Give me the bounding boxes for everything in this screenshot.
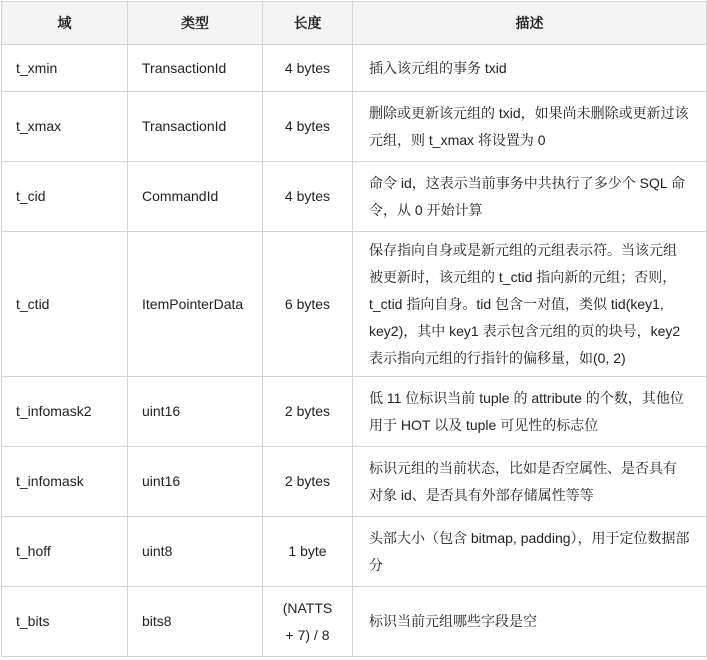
field-cell: t_hoff xyxy=(2,517,128,587)
length-cell: 6 bytes xyxy=(263,232,353,377)
type-cell: uint16 xyxy=(128,447,263,517)
length-cell: 4 bytes xyxy=(263,162,353,232)
table-row xyxy=(2,447,707,517)
field-cell: t_ctid xyxy=(2,232,128,377)
length-cell: 1 byte xyxy=(263,517,353,587)
type-cell: TransactionId xyxy=(128,92,263,162)
table-row xyxy=(2,45,707,92)
type-cell: ItemPointerData xyxy=(128,232,263,377)
type-cell: TransactionId xyxy=(128,45,263,92)
type-cell: uint8 xyxy=(128,517,263,587)
field-cell: t_infomask xyxy=(2,447,128,517)
description-cell: 低 11 位标识当前 tuple 的 attribute 的个数，其他位用于 HOT 以及 tuple 可见性的标志位 xyxy=(353,377,707,447)
description-cell: 头部大小（包含 bitmap, padding），用于定位数据部分 xyxy=(353,517,707,587)
table-row xyxy=(2,162,707,232)
table-header-row xyxy=(2,2,707,45)
description-cell: 标识当前元组哪些字段是空 xyxy=(353,587,707,657)
header-description: 描述 xyxy=(353,2,707,45)
length-cell: (NATTS + 7) / 8 xyxy=(263,587,353,657)
field-cell: t_cid xyxy=(2,162,128,232)
header-field: 域 xyxy=(2,2,128,45)
type-cell: bits8 xyxy=(128,587,263,657)
header-length: 长度 xyxy=(263,2,353,45)
type-cell: uint16 xyxy=(128,377,263,447)
description-cell: 保存指向自身或是新元组的元组表示符。当该元组被更新时，该元组的 t_ctid 指向新的元组；否则，t_ctid 指向自身。tid 包含一对值，类似 tid(key1, key2)，其中 key1 表示包含元组的页的块号，key2 表示指向元组的行指针的偏移量，如(0, 2) xyxy=(353,232,707,377)
table-row xyxy=(2,92,707,162)
length-cell: 4 bytes xyxy=(263,92,353,162)
field-cell: t_xmax xyxy=(2,92,128,162)
type-cell: CommandId xyxy=(128,162,263,232)
header-type: 类型 xyxy=(128,2,263,45)
description-cell: 插入该元组的事务 txid xyxy=(353,45,707,92)
table-row xyxy=(2,517,707,587)
description-cell: 删除或更新该元组的 txid，如果尚未删除或更新过该元组，则 t_xmax 将设置为 0 xyxy=(353,92,707,162)
field-cell: t_xmin xyxy=(2,45,128,92)
table-row xyxy=(2,232,707,377)
table-row xyxy=(2,587,707,657)
field-cell: t_infomask2 xyxy=(2,377,128,447)
tuple-header-fields-table xyxy=(1,1,707,657)
length-cell: 2 bytes xyxy=(263,377,353,447)
length-cell: 2 bytes xyxy=(263,447,353,517)
description-cell: 命令 id，这表示当前事务中共执行了多少个 SQL 命令，从 0 开始计算 xyxy=(353,162,707,232)
table-row xyxy=(2,377,707,447)
length-cell: 4 bytes xyxy=(263,45,353,92)
description-cell: 标识元组的当前状态，比如是否空属性、是否具有对象 id、是否具有外部存储属性等等 xyxy=(353,447,707,517)
field-cell: t_bits xyxy=(2,587,128,657)
